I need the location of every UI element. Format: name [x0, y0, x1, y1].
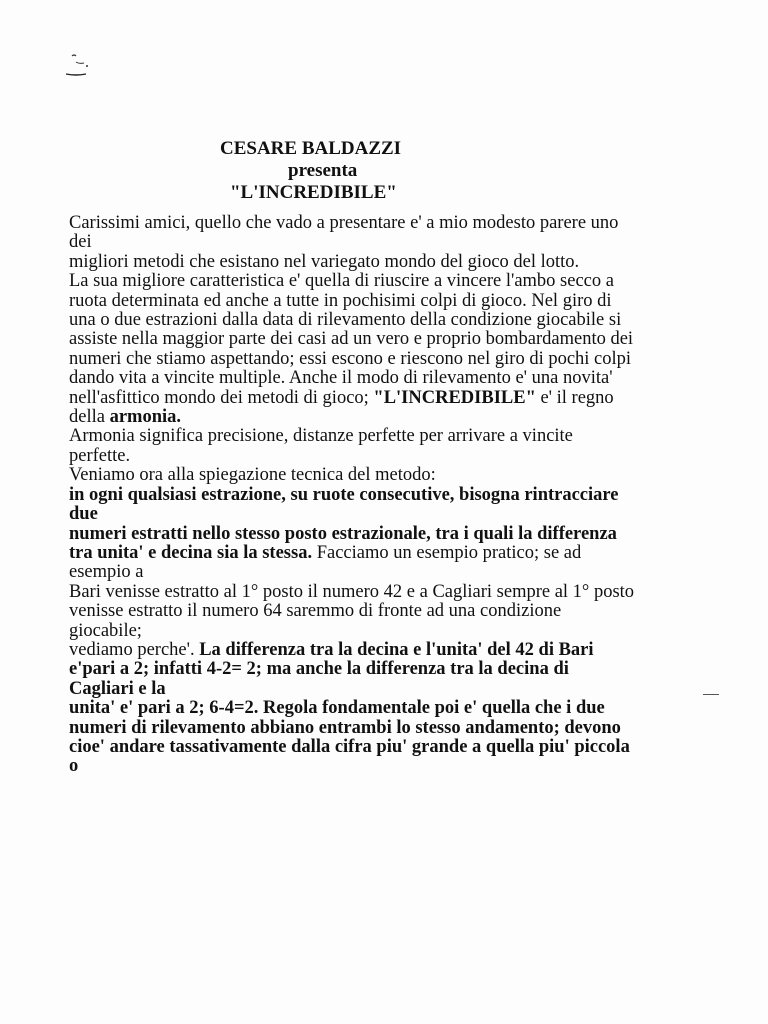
bold-text-segment: armonia. [109, 407, 182, 428]
text-segment: assiste nella maggior parte dei casi ad un vero e proprio bombardamento dei [69, 329, 634, 350]
text-segment: migliori metodi che esistano nel variegato mondo del gioco del lotto. [69, 251, 580, 272]
bold-text-segment: Regola fondamentale poi e' quella che i due [258, 698, 605, 719]
text-line [69, 738, 719, 757]
text-line [69, 214, 719, 233]
text-line [69, 330, 719, 349]
text-line [69, 466, 719, 485]
text-segment: dando vita a vincite multiple. Anche il modo di rilevamento e' una novita' [69, 368, 613, 389]
bold-text-segment: due [69, 504, 98, 525]
text-line [69, 292, 719, 311]
text-line [69, 602, 719, 621]
document-header [220, 138, 401, 204]
text-segment: perfette. [69, 445, 131, 466]
text-line [69, 389, 719, 408]
text-line [69, 583, 719, 602]
text-segment: e' il regno [535, 387, 614, 408]
text-line [69, 757, 719, 776]
text-line [69, 486, 719, 505]
body-text [69, 214, 719, 777]
text-line [69, 350, 719, 369]
text-line [69, 525, 719, 544]
text-line [69, 233, 719, 252]
text-line [69, 680, 719, 699]
text-line [69, 369, 719, 388]
text-line [69, 447, 719, 466]
margin-dash [703, 694, 719, 695]
text-line [69, 641, 719, 660]
text-line [69, 544, 719, 563]
text-segment: della [69, 407, 110, 428]
bold-text-segment: tra unita' e decina sia la stessa. [69, 542, 313, 563]
text-segment: una o due estrazioni dalla data di rilevamento della condizione giocabile si [69, 310, 622, 331]
bold-text-segment: cioe' andare tassativamente dalla cifra piu' grande a quella piu' piccola [69, 736, 630, 757]
bold-text-segment: o [69, 756, 79, 777]
text-segment: Bari venisse estratto al 1° posto il numero 42 e a Cagliari sempre al 1° posto [69, 581, 635, 602]
text-line [69, 719, 719, 738]
document-title: "L'INCREDIBILE" [230, 182, 397, 203]
bold-text-segment: La differenza tra la decina e l'unita' del 42 di Bari [199, 639, 594, 660]
text-segment: venisse estratto il numero 64 saremmo di fronte ad una condizione [69, 601, 562, 622]
text-segment: vediamo perche'. [69, 639, 200, 660]
text-line [69, 408, 719, 427]
bold-text-segment: numeri estratti nello stesso posto estrazionale, tra i quali la differenza [69, 523, 617, 544]
text-segment: dei [69, 232, 92, 253]
handwritten-mark [60, 52, 96, 82]
text-segment: La sua migliore caratteristica e' quella di riuscire a vincere l'ambo secco a [69, 271, 614, 292]
text-segment: Veniamo ora alla spiegazione tecnica del metodo: [69, 465, 436, 486]
text-line [69, 622, 719, 641]
text-line [69, 563, 719, 582]
text-segment: Facciamo un esempio pratico; se ad [312, 542, 582, 563]
bold-text-segment: numeri di rilevamento abbiano entrambi lo stesso andamento; devono [69, 717, 621, 738]
text-segment: Carissimi amici, quello che vado a presentare e' a mio modesto parere uno [69, 213, 619, 233]
text-segment: ruota determinata ed anche a tutte in pochisimi colpi di gioco. Nel giro di [69, 290, 612, 311]
text-line [69, 311, 719, 330]
text-segment: Armonia significa precisione, distanze perfette per arrivare a vincite [69, 426, 573, 447]
text-segment: giocabile; [69, 620, 142, 641]
text-segment: nell'asfittico mondo dei metodi di gioco; [69, 387, 374, 408]
text-line [69, 505, 719, 524]
text-segment: esempio a [69, 562, 144, 583]
bold-text-segment: Cagliari e la [69, 678, 166, 699]
bold-text-segment: e'pari a 2; infatti 4-2= 2; ma anche la differenza tra la decina di [69, 659, 569, 680]
text-line [69, 660, 719, 679]
author-name: CESARE BALDAZZI [220, 138, 402, 159]
text-line [69, 427, 719, 446]
text-line [69, 699, 719, 718]
bold-text-segment: "L'INCREDIBILE" [373, 387, 536, 408]
bold-text-segment: in ogni qualsiasi estrazione, su ruote consecutive, bisogna rintracciare [69, 484, 619, 505]
text-segment: numeri che stiamo aspettando; essi escono e riescono nel giro di pochi colpi [69, 348, 632, 369]
presents-label: presenta [288, 160, 358, 181]
bold-text-segment: unita' e' pari a 2; 6-4=2. [69, 698, 259, 719]
text-line [69, 272, 719, 291]
text-line [69, 253, 719, 272]
